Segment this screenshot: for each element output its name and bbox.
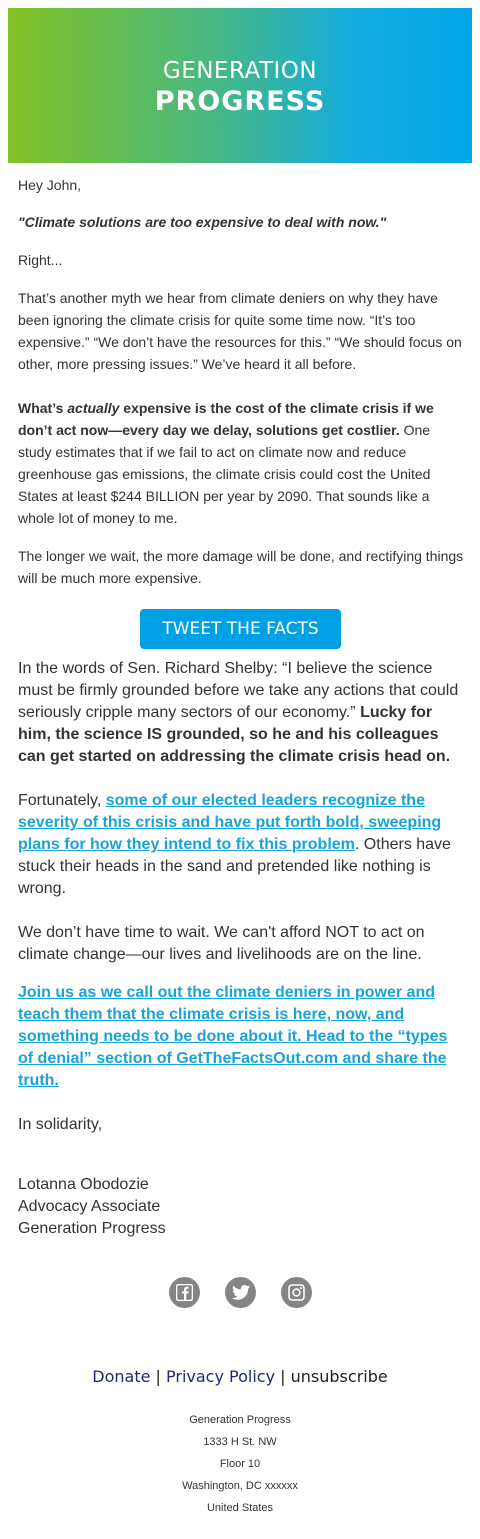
join-us-link[interactable]: Join us as we call out the climate deniers in power and teach them that the climate crisis is here, now, and something needs to be done about it. Head to the “types of denial” section of GetTheFactsOut.com and share the truth. — [18, 984, 448, 1089]
signer-org: Generation Progress — [18, 1220, 166, 1237]
cost-paragraph — [18, 397, 464, 529]
join-paragraph — [18, 982, 466, 1092]
cost-bold-statement: expensive is the cost of the climate crisis if we don’t act now—every day we delay, solutions get costlier. — [18, 400, 434, 438]
social-links — [0, 1277, 480, 1308]
cost-italic-word: actually — [67, 400, 120, 416]
logo-line-progress: PROGRESS — [154, 86, 326, 117]
address-line: Generation Progress — [189, 1414, 291, 1426]
right-line: Right... — [18, 252, 63, 268]
cost-bold-lead: What’s — [18, 400, 68, 416]
greeting: Hey John, — [18, 177, 82, 193]
signature — [18, 1174, 466, 1240]
unsubscribe-link[interactable]: unsubscribe — [290, 1367, 388, 1386]
privacy-policy-link[interactable]: Privacy Policy — [166, 1367, 276, 1386]
facebook-icon[interactable] — [169, 1277, 200, 1308]
address-line: 1333 H St. NW — [203, 1436, 277, 1448]
fortunately-rest: . Others have stuck their heads in the sand and pretended like nothing is wrong. — [18, 836, 451, 897]
fortunately-paragraph — [18, 790, 466, 900]
shelby-response: Lucky for him, the science IS grounded, so he and his colleagues can get started on addressing the climate crisis head on. — [18, 704, 451, 765]
myth-paragraph: That’s another myth we hear from climate deniers on why they have been ignoring the climate crisis for quite some time now. “It’s too expensive.” “We don’t have the resources for this.” “We should focus on other, more pressing issues.” We’ve heard it all before. — [18, 290, 462, 372]
shelby-paragraph — [18, 658, 466, 768]
elected-leaders-link[interactable]: some of our elected leaders recognize the severity of this crisis and have put forth bold, sweeping plans for how they intend to fix this problem — [18, 792, 442, 853]
longer-paragraph: The longer we wait, the more damage will be done, and rectifying things will be much more expensive. — [18, 548, 464, 586]
instagram-icon[interactable] — [281, 1277, 312, 1308]
wait-paragraph: We don’t have time to wait. We can't afford NOT to act on climate change—our lives and livelihoods are on the line. — [18, 924, 425, 963]
signer-name: Lotanna Obodozie — [18, 1176, 149, 1193]
fortunately-lead: Fortunately, — [18, 792, 106, 809]
logo-line-generation: GENERATION — [162, 58, 318, 84]
cost-detail: One study estimates that if we fail to act on climate now and reduce greenhouse gas emissions, the climate crisis could cost the United States at least $244 BILLION per year by 2090. That sounds like a whole lot of money to me. — [18, 422, 431, 526]
address-line: Floor 10 — [219, 1458, 261, 1470]
signer-title: Advocacy Associate — [18, 1198, 161, 1215]
shelby-quote: In the words of Sen. Richard Shelby: “I believe the science must be firmly grounded before we take any actions that could seriously cripple many sectors of our economy.” — [18, 660, 459, 721]
donate-link[interactable]: Donate — [92, 1367, 151, 1386]
footer-separator: | — [280, 1367, 286, 1386]
header-banner — [8, 8, 472, 163]
myth-quote: "Climate solutions are too expensive to deal with now." — [18, 214, 387, 230]
twitter-icon[interactable] — [225, 1277, 256, 1308]
tweet-the-facts-button[interactable]: TWEET THE FACTS — [140, 609, 341, 649]
address-line: United States — [206, 1502, 274, 1514]
address-line: Washington, DC xxxxxx — [182, 1480, 298, 1492]
footer-separator: | — [155, 1367, 161, 1386]
closing: In solidarity, — [18, 1116, 103, 1133]
footer-links — [0, 1366, 480, 1388]
